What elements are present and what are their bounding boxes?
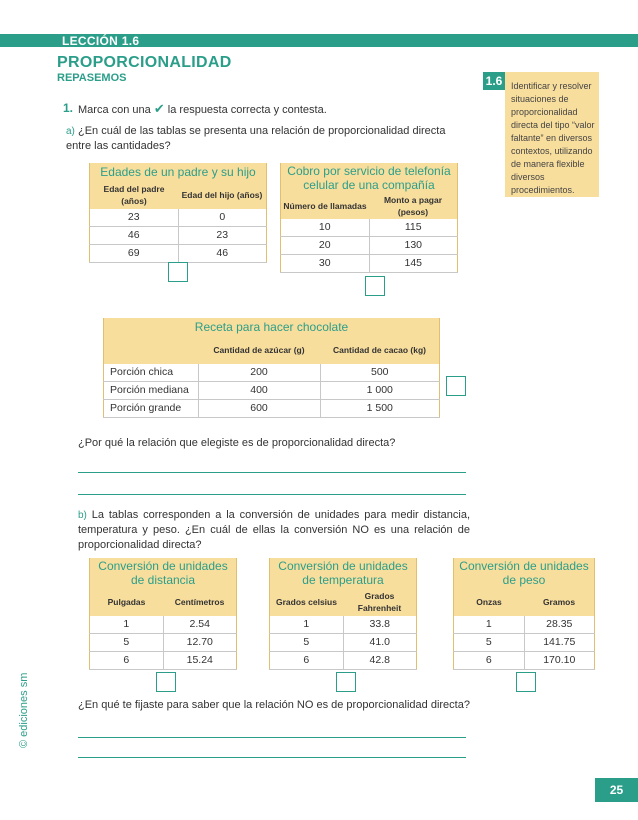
table-row: [454, 616, 595, 634]
cell: 141.75: [524, 634, 595, 652]
table-phone-title: Cobro por servicio de telefonía celular de una compañía: [281, 163, 458, 193]
part-b-text: La tablas corresponden a la conversión de unidades para medir distancia, temperatura y peso. ¿En cuál de ellas la conversión NO es una relación de proporcionalidad directa?: [78, 509, 471, 551]
cell: 10: [281, 219, 370, 237]
table-row: [270, 616, 417, 634]
table-recipe-title: Receta para hacer chocolate: [104, 318, 440, 336]
table-ages-header-father: Edad del padre (años): [90, 181, 179, 209]
table-ages: [89, 163, 267, 263]
cell: 500: [320, 364, 440, 382]
answer-line-a1[interactable]: [78, 472, 466, 473]
page-number: 25: [595, 778, 638, 802]
cell: 41.0: [343, 634, 417, 652]
cell: 30: [281, 255, 370, 273]
cell: 5: [270, 634, 344, 652]
table-row: [104, 364, 440, 382]
cell: 6: [454, 652, 525, 670]
table-temperature-header-c: Grados celsius: [270, 588, 344, 616]
cell: Porción mediana: [104, 382, 199, 400]
table-recipe-header-cacao: Cantidad de cacao (kg): [320, 336, 440, 364]
part-a-question: [66, 124, 466, 154]
cell: 6: [270, 652, 344, 670]
cell: 12.70: [163, 634, 237, 652]
table-row: [90, 209, 267, 227]
table-phone: [280, 163, 458, 273]
answer-checkbox-weight[interactable]: [516, 672, 536, 692]
cell: 170.10: [524, 652, 595, 670]
table-row: [90, 634, 237, 652]
cell: 33.8: [343, 616, 417, 634]
table-weight-header-oz: Onzas: [454, 588, 525, 616]
cell: 69: [90, 245, 179, 263]
cell: 600: [198, 400, 320, 418]
cell: 130: [369, 237, 458, 255]
cell: 200: [198, 364, 320, 382]
table-recipe: [103, 318, 440, 418]
cell: 46: [90, 227, 179, 245]
cell: Porción chica: [104, 364, 199, 382]
cell: 2.54: [163, 616, 237, 634]
table-temperature: [269, 558, 417, 670]
cell: 23: [90, 209, 179, 227]
check-mark-icon: ✔: [153, 101, 165, 116]
table-distance-title: Conversión de unidades de distancia: [90, 558, 237, 588]
answer-line-b2[interactable]: [78, 757, 466, 758]
cell: 23: [178, 227, 267, 245]
table-recipe-header-blank: [104, 336, 199, 364]
lesson-label: LECCIÓN 1.6: [57, 34, 162, 47]
cell: 0: [178, 209, 267, 227]
table-weight: [453, 558, 595, 670]
cell: 5: [90, 634, 164, 652]
table-weight-title: Conversión de unidades de peso: [454, 558, 595, 588]
part-b-followup: ¿En qué te fijaste para saber que la relación NO es de proporcionalidad directa?: [78, 699, 470, 711]
sidebar-number: 1.6: [483, 72, 505, 90]
table-distance: [89, 558, 237, 670]
table-row: [281, 255, 458, 273]
table-row: [270, 634, 417, 652]
answer-checkbox-ages[interactable]: [168, 262, 188, 282]
cell: 1 500: [320, 400, 440, 418]
cell: 115: [369, 219, 458, 237]
cell: 1: [454, 616, 525, 634]
part-a-followup: ¿Por qué la relación que elegiste es de proporcionalidad directa?: [78, 437, 396, 449]
cell: 28.35: [524, 616, 595, 634]
question-number: 1.: [63, 101, 74, 115]
table-ages-header-son: Edad del hijo (años): [178, 181, 267, 209]
cell: 1: [270, 616, 344, 634]
cell: 5: [454, 634, 525, 652]
question-instruction: [78, 101, 327, 117]
answer-line-a2[interactable]: [78, 494, 466, 495]
answer-checkbox-phone[interactable]: [365, 276, 385, 296]
cell: 6: [90, 652, 164, 670]
cell: 15.24: [163, 652, 237, 670]
answer-checkbox-temperature[interactable]: [336, 672, 356, 692]
table-row: [90, 245, 267, 263]
cell: 400: [198, 382, 320, 400]
table-temperature-header-f: Grados Fahrenheit: [343, 588, 417, 616]
cell: 1 000: [320, 382, 440, 400]
table-row: [104, 400, 440, 418]
table-temperature-title: Conversión de unidades de temperatura: [270, 558, 417, 588]
table-row: [270, 652, 417, 670]
table-row: [90, 652, 237, 670]
page-subtitle: REPASEMOS: [57, 72, 127, 84]
table-distance-header-in: Pulgadas: [90, 588, 164, 616]
table-distance-header-cm: Centímetros: [163, 588, 237, 616]
cell: 145: [369, 255, 458, 273]
cell: 46: [178, 245, 267, 263]
table-row: [104, 382, 440, 400]
table-row: [90, 227, 267, 245]
table-row: [90, 616, 237, 634]
table-row: [454, 634, 595, 652]
table-weight-header-g: Gramos: [524, 588, 595, 616]
answer-checkbox-recipe[interactable]: [446, 376, 466, 396]
cell: 42.8: [343, 652, 417, 670]
sidebar-objective: Identificar y resolver situaciones de proporcionalidad directa del tipo “valor faltante” en diversos contextos, utilizando de manera flexible diversos procedimientos.: [505, 72, 599, 197]
answer-checkbox-distance[interactable]: [156, 672, 176, 692]
table-row: [281, 237, 458, 255]
cell: 20: [281, 237, 370, 255]
table-ages-title: Edades de un padre y su hijo: [90, 163, 267, 181]
table-row: [281, 219, 458, 237]
publisher-logo: © ediciones sm: [18, 672, 30, 748]
part-a-text: ¿En cuál de las tablas se presenta una relación de proporcionalidad directa entre las cantidades?: [66, 125, 446, 152]
instruction-text-start: Marca con una: [78, 104, 151, 116]
page-title: PROPORCIONALIDAD: [57, 54, 232, 71]
table-phone-header-amount: Monto a pagar (pesos): [369, 193, 458, 219]
instruction-text-end: la respuesta correcta y contesta.: [167, 104, 327, 116]
part-b-label: b): [78, 510, 87, 521]
answer-line-b1[interactable]: [78, 737, 466, 738]
part-a-label: a): [66, 126, 75, 137]
table-row: [454, 652, 595, 670]
cell: 1: [90, 616, 164, 634]
table-recipe-header-sugar: Cantidad de azúcar (g): [198, 336, 320, 364]
table-phone-header-calls: Número de llamadas: [281, 193, 370, 219]
part-b-question: [78, 508, 470, 553]
cell: Porción grande: [104, 400, 199, 418]
